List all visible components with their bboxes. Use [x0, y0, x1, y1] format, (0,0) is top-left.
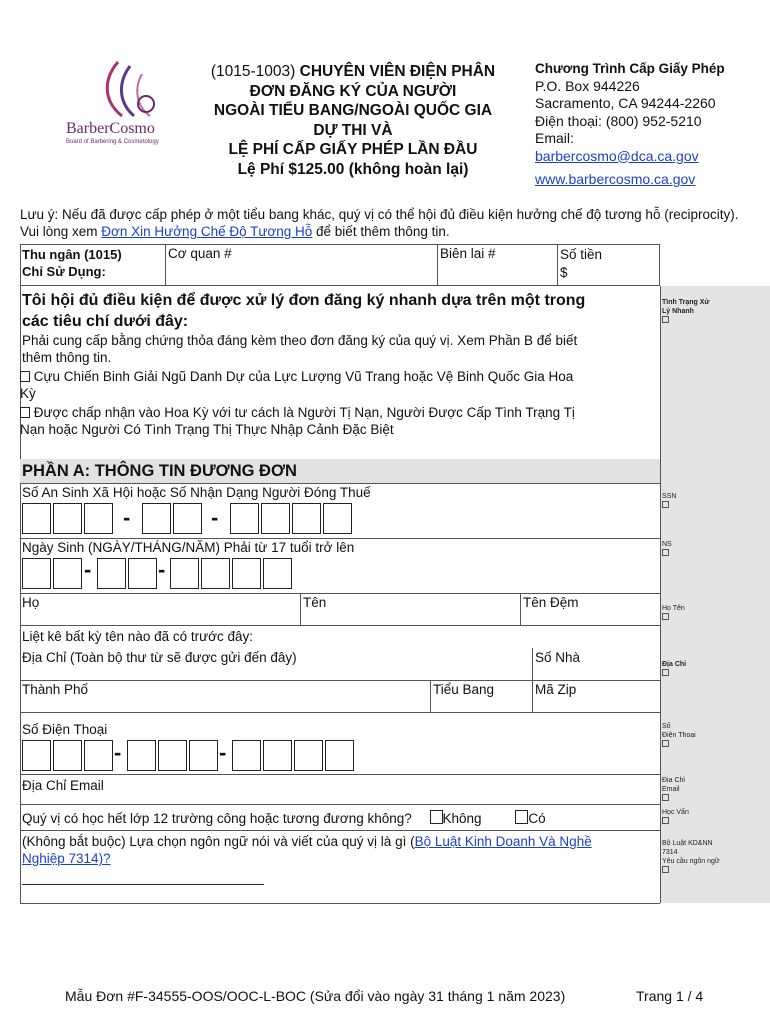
dob-year-2[interactable] — [201, 558, 230, 589]
side-expedite-2: Lý Nhanh — [662, 308, 694, 315]
side-address — [662, 660, 686, 679]
amount-label: Số tiền — [560, 247, 603, 262]
phone-digit-6[interactable] — [189, 740, 218, 771]
expedite-option-veteran — [20, 368, 656, 402]
contact-email-label: Email: — [535, 130, 574, 146]
side-name-label: Họ Tên — [662, 605, 685, 612]
side-expedite-checkbox[interactable] — [662, 316, 669, 323]
side-dob-label: NS — [662, 541, 672, 548]
dob-month-2[interactable] — [128, 558, 157, 589]
dob-year-3[interactable] — [232, 558, 261, 589]
side-ssn-label: SSN — [662, 493, 677, 500]
bpc-7314-link[interactable]: Bộ Luật Kinh Doanh Và Nghề — [414, 834, 592, 849]
bpc-7314-link-2[interactable]: Nghiệp 7314)? — [22, 851, 111, 866]
cashier-label-2: Chỉ Sử Dụng: — [22, 264, 106, 279]
education-no-label: Không — [442, 811, 482, 826]
receipt-field[interactable]: Biên lai # — [440, 246, 496, 261]
reciprocity-note — [20, 206, 740, 240]
footer-form-number: Mẫu Đơn #F-34555-OOS/OOC-L-BOC (Sửa đổi vào ngày 31 tháng 1 năm 2023) — [65, 988, 566, 1004]
side-address-label: Địa Chỉ — [662, 661, 687, 668]
phone-digit-5[interactable] — [158, 740, 187, 771]
ssn-digit-6[interactable] — [230, 503, 259, 534]
expedite-heading — [22, 290, 652, 332]
contact-pobox: P.O. Box 944226 — [535, 77, 640, 94]
side-lang-label-3: Yêu cầu ngôn ngữ — [662, 858, 720, 865]
side-edu-label: Học Vấn — [662, 809, 689, 816]
expedite-instr-2: thêm thông tin. — [22, 350, 112, 365]
language-answer-line[interactable] — [22, 884, 264, 885]
side-edu — [662, 808, 689, 827]
barbercosmo-logo — [66, 60, 176, 160]
side-phone-label-2: Điện Thoại — [662, 732, 696, 739]
logo-tagline: Board of Barbering & Cosmetology — [66, 139, 159, 145]
side-ssn-checkbox[interactable] — [662, 501, 669, 508]
ssn-label: Số An Sinh Xã Hội hoặc Số Nhận Dạng Người Đóng Thuế — [22, 485, 371, 500]
contact-city: Sacramento, CA 94244-2260 — [535, 95, 716, 111]
side-name — [662, 604, 685, 623]
ssn-digit-1[interactable] — [22, 503, 51, 534]
ssn-digit-7[interactable] — [261, 503, 290, 534]
dob-label: Ngày Sinh (NGÀY/THÁNG/NĂM) Phải từ 17 tuổi trở lên — [22, 540, 355, 555]
address-field[interactable]: Địa Chỉ (Toàn bộ thư từ sẽ được gửi đến đây) — [22, 650, 297, 665]
refugee-label: Được chấp nhận vào Hoa Kỳ với tư cách là Người Tị Nạn, Người Được Cấp Tình Trạng Tị — [33, 405, 575, 420]
cashier-label-1: Thu ngân (1015) — [22, 247, 122, 262]
phone-label: Số Điện Thoại — [22, 722, 108, 737]
phone-digit-9[interactable] — [294, 740, 323, 771]
footer-page-number: Trang 1 / 4 — [636, 988, 704, 1004]
side-phone — [662, 722, 696, 750]
education-question-text: Quý vị có học hết lớp 12 trường công hoặc tương đương không? — [22, 811, 412, 826]
phone-digit-1[interactable] — [22, 740, 51, 771]
ssn-dash-1: - — [123, 505, 131, 530]
dob-dash-2: - — [158, 557, 166, 582]
side-lang-label-2: 7314 — [662, 849, 678, 856]
title-line-1: CHUYÊN VIÊN ĐIỆN PHÂN — [299, 63, 496, 80]
ssn-digit-3[interactable] — [84, 503, 113, 534]
phone-digit-2[interactable] — [53, 740, 82, 771]
expedite-instr-1: Phải cung cấp bằng chứng thỏa đáng kèm theo đơn đăng ký của quý vị. Xem Phần B để biết — [22, 333, 578, 348]
side-email-checkbox[interactable] — [662, 794, 669, 801]
dob-month-1[interactable] — [97, 558, 126, 589]
education-question — [22, 810, 546, 826]
language-question-text: (Không bắt buộc) Lựa chọn ngôn ngữ nói và viết của quý vị là gì ( — [22, 834, 415, 849]
section-a-title: PHẦN A: THÔNG TIN ĐƯƠNG ĐƠN — [22, 462, 297, 480]
side-lang-label-1: Bộ Luật KD&NN — [662, 840, 713, 847]
ssn-digit-4[interactable] — [142, 503, 171, 534]
form-code: (1015-1003) — [210, 63, 296, 80]
education-yes-label: Có — [528, 811, 546, 826]
contact-heading: Chương Trình Cấp Giấy Phép — [535, 61, 725, 76]
middle-name-field[interactable]: Tên Đệm — [523, 595, 579, 610]
ssn-dash-2: - — [211, 505, 219, 530]
expedite-instructions — [22, 332, 658, 366]
dob-year-1[interactable] — [170, 558, 199, 589]
expedite-heading-2: các tiêu chí dưới đây: — [22, 313, 189, 330]
side-expedite-1: Tình Trạng Xử — [662, 299, 710, 306]
ssn-digit-9[interactable] — [323, 503, 352, 534]
language-question — [22, 833, 658, 867]
form-title — [178, 62, 528, 179]
side-email-label-2: Email — [662, 786, 680, 793]
contact-phone: Điện thoại: (800) 952-5210 — [535, 112, 702, 129]
refugee-checkbox[interactable] — [20, 407, 30, 418]
email-field[interactable]: Địa Chỉ Email — [22, 778, 104, 793]
dob-year-4[interactable] — [263, 558, 292, 589]
side-name-checkbox[interactable] — [662, 613, 669, 620]
side-phone-checkbox[interactable] — [662, 740, 669, 747]
phone-dash-2: - — [219, 740, 227, 765]
veteran-label: Cựu Chiến Binh Giải Ngũ Danh Dự của Lực Lượng Vũ Trang hoặc Vệ Binh Quốc Gia Hoa — [33, 369, 574, 384]
veteran-checkbox[interactable] — [20, 371, 30, 382]
first-name-field[interactable]: Tên — [303, 595, 327, 610]
refugee-label-2: Nạn hoặc Người Có Tình Trạng Thị Thực Nhập Cảnh Đặc Biệt — [20, 422, 394, 437]
phone-digit-4[interactable] — [127, 740, 156, 771]
title-line-3: NGOÀI TIỂU BANG/NGOÀI QUỐC GIA — [213, 102, 493, 119]
expedite-heading-1: Tôi hội đủ điều kiện để được xử lý đơn đăng ký nhanh dựa trên một trong — [22, 292, 586, 309]
side-lang — [662, 839, 720, 876]
side-email-label-1: Địa Chỉ — [662, 777, 685, 784]
education-no-checkbox[interactable] — [430, 810, 443, 824]
dob-day-1[interactable] — [22, 558, 51, 589]
ssn-digit-5[interactable] — [173, 503, 202, 534]
side-ssn — [662, 492, 676, 511]
expedite-option-refugee — [20, 404, 656, 438]
title-fee: Lệ Phí $125.00 (không hoàn lại) — [237, 160, 469, 178]
side-edu-checkbox[interactable] — [662, 817, 669, 824]
other-names-field[interactable]: Liệt kê bất kỳ tên nào đã có trước đây: — [22, 629, 254, 644]
dob-dash-1: - — [84, 557, 92, 582]
title-line-4: DỰ THI VÀ — [313, 121, 393, 139]
side-dob — [662, 540, 672, 559]
title-line-5: LỆ PHÍ CẤP GIẤY PHÉP LẦN ĐẦU — [228, 141, 478, 158]
house-number-field[interactable]: Số Nhà — [535, 650, 581, 665]
side-dob-checkbox[interactable] — [662, 549, 669, 556]
city-field[interactable]: Thành Phố — [22, 682, 89, 697]
side-address-checkbox[interactable] — [662, 669, 669, 676]
state-field[interactable]: Tiểu Bang — [433, 682, 495, 697]
agency-field[interactable]: Cơ quan # — [168, 246, 232, 261]
education-yes-checkbox[interactable] — [515, 810, 528, 824]
veteran-label-2: Kỳ — [20, 386, 36, 401]
contact-block — [535, 60, 767, 189]
side-email — [662, 776, 685, 804]
title-line-2: ĐƠN ĐĂNG KÝ CỦA NGƯỜI — [249, 82, 457, 100]
ssn-digit-8[interactable] — [292, 503, 321, 534]
note-text-end: để biết thêm thông tin. — [312, 224, 450, 239]
dob-day-2[interactable] — [53, 558, 82, 589]
side-expedite — [662, 298, 709, 326]
phone-digit-3[interactable] — [84, 740, 113, 771]
side-lang-checkbox[interactable] — [662, 866, 669, 873]
logo-mark-icon — [96, 60, 166, 120]
reciprocity-link[interactable]: Đơn Xin Hưởng Chế Độ Tương Hỗ — [101, 224, 313, 239]
phone-digit-8[interactable] — [263, 740, 292, 771]
ssn-digit-2[interactable] — [53, 503, 82, 534]
amount-dollar: $ — [560, 265, 568, 280]
side-phone-label-1: Số — [662, 723, 671, 730]
last-name-field[interactable]: Họ — [22, 595, 40, 610]
contact-email-link[interactable]: barbercosmo@dca.ca.gov — [535, 147, 699, 164]
phone-dash-1: - — [114, 740, 122, 765]
note-text: Lưu ý: Nếu đã được cấp phép ở một tiểu bang khác, quý vị có thể hội đủ điều kiện hưởng chế độ tương hỗ (reciprocity). Vui lòng xem — [20, 207, 739, 239]
section-a-heading — [20, 459, 660, 483]
contact-website-link[interactable]: www.barbercosmo.ca.gov — [535, 171, 696, 187]
logo-brand: BarberCosmo — [66, 120, 155, 137]
amount-field[interactable] — [560, 246, 602, 282]
phone-digit-10[interactable] — [325, 740, 354, 771]
cashier-label — [22, 246, 122, 280]
zip-field[interactable]: Mã Zip — [535, 682, 577, 697]
phone-digit-7[interactable] — [232, 740, 261, 771]
